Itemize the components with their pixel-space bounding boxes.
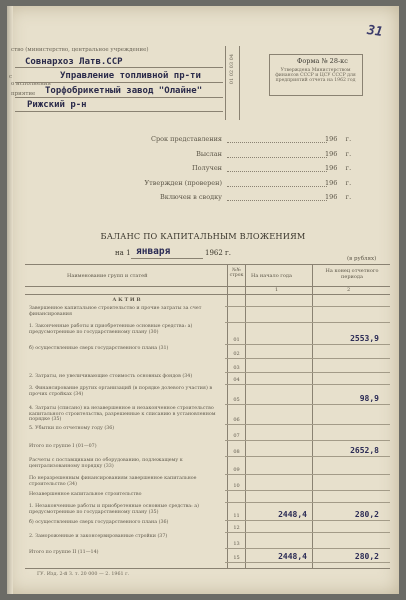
row-divider [225,424,390,425]
row-label: Завершенное капитальное строительство и прочие затраты за счет финансирования [29,306,202,317]
row-divider [225,490,390,491]
row-divider [225,322,390,323]
row-code: 11 [233,513,240,519]
schedule-label: Включен в сводку [160,193,222,201]
schedule-dotted-line [227,186,327,187]
row-value-end: 280,2 [354,510,379,519]
row-label: Итого по группе II (11—14) [29,550,99,555]
header-row-no: №№ строк [229,268,244,279]
row-divider [225,404,390,405]
schedule-dotted-line [227,171,327,172]
row-divider [225,344,390,345]
row-divider [225,358,390,359]
row-divider [225,384,390,385]
row-divider [225,456,390,457]
schedule-year: 196 г. [325,179,352,187]
enterprise-label: приятие [11,91,36,97]
row-label: б) осуществленные сверх государственного плана (36) [29,520,169,525]
date-year: 1962 г. [205,249,231,257]
row-value-start: 2448,4 [278,510,307,519]
enterprise-value: Торфобрикетный завод "Олайне" [45,86,203,96]
form-title: Форма № 28-кс [297,57,348,65]
row-value-start: 2448,4 [278,552,307,561]
row-divider [225,502,390,503]
row-label: 1. Законченные работы и приобретенные основные средства: а) предусмотренные по государственному плану (30) [29,324,193,335]
schedule-label: Срок представления [150,135,222,143]
ministry-value: Совнархоз Латв.ССР [25,57,123,67]
header-name: Наименование групп и статей [67,273,148,279]
header-end: На конец отчетного периода [325,268,379,280]
schedule-label: Выслан [196,150,222,158]
row-value-end: 280,2 [354,552,379,561]
row-divider [225,520,390,521]
row-code: 04 [233,377,240,383]
row-divider [225,474,390,475]
schedule-year: 196 г. [325,164,352,172]
row-divider [225,372,390,373]
document-title: БАЛАНС ПО КАПИТАЛЬНЫМ ВЛОЖЕНИЯМ [100,231,306,241]
header-start: На начало года [251,273,292,279]
schedule-dotted-line [227,157,327,158]
row-code: 13 [233,541,240,547]
form-note: Утверждена Министерством финансов СССР и ЦСУ СССР для предприятий отчета на 1962 год [275,68,356,84]
schedule-year: 196 г. [325,135,352,143]
district-value: Рижский р-н [27,100,87,110]
date-prefix: на 1 [115,249,131,257]
schedule-year: 196 г. [325,150,352,158]
schedule-dotted-line [227,200,327,201]
schedule-year: 196 г. [325,193,352,201]
col-number-2: 2 [347,287,351,293]
ministry-label: ство (министерство, центральное учреждение) [11,47,149,53]
row-label: По неразрешенным финансированиям завершенное капитальное строительство (34) [29,476,197,487]
row-label: 3. Финансирование других организаций (в порядке долевого участия) в прочих стройках (34) [29,386,213,397]
side-codes: 01 02 03 04 [229,54,235,85]
row-value-end: 2553,9 [350,334,379,343]
document-page [7,6,399,594]
row-label: 2. Затраты, не увеличивающие стоимость основных фондов (34) [29,374,193,379]
row-label: Итого по группе I (01—07) [29,444,97,449]
footer-note: ГУ. Изд. 2-й З. т. 20 000 — 2. 1961 г. [37,572,130,577]
col-number-1: 1 [275,287,279,293]
row-code: 05 [233,397,240,403]
schedule-label: Получен [191,164,222,172]
schedule-dotted-line [227,142,327,143]
row-label: 5. Убытки по отчетному году (36) [29,426,115,431]
row-divider [225,306,390,307]
handwritten-mark: 31 [366,22,384,41]
trust-label: о исполнения [11,81,51,87]
row-code: 15 [233,555,240,561]
row-divider [225,548,390,549]
row-code: 09 [233,467,240,473]
row-label: А К Т И В [112,297,141,303]
row-value-end: 2652,8 [350,446,379,455]
schedule-label: Утвержден (проверен) [144,179,222,187]
trust-label-prefix: с [9,74,13,80]
trust-value: Управление топливной пр-ти [60,71,201,81]
row-label: 2. Замороженные и законсервированные стройки (37) [29,534,168,539]
row-label: б) осуществленные сверх государственного плана (31) [29,346,169,351]
row-label: Расчеты с поставщиками по оборудованию, подлежащему к централизованному порядку (33) [29,458,183,469]
row-code: 01 [233,337,240,343]
row-value-end: 98,9 [359,394,379,403]
row-divider [225,440,390,441]
row-divider [225,532,390,533]
row-code: 10 [233,483,240,489]
row-code: 07 [233,433,240,439]
row-code: 02 [233,351,240,357]
date-month: января [136,246,171,257]
row-label: Незавершенное капитальное строительство [29,492,142,497]
row-label: 1. Незаконченные работы и приобретенные основные средства: а) предусмотренные по государственному плану (35) [29,504,199,515]
row-code: 06 [233,417,240,423]
units-label: (в рублях) [347,256,377,262]
row-code: 03 [233,365,240,371]
row-code: 12 [233,525,240,531]
row-label: 4. Затраты (списано) на незавершенное и незаконченное строительство капитального строительства, разрешенные к списанию в установленном порядке (35) [29,406,216,423]
row-code: 08 [233,449,240,455]
row-divider [225,562,390,563]
